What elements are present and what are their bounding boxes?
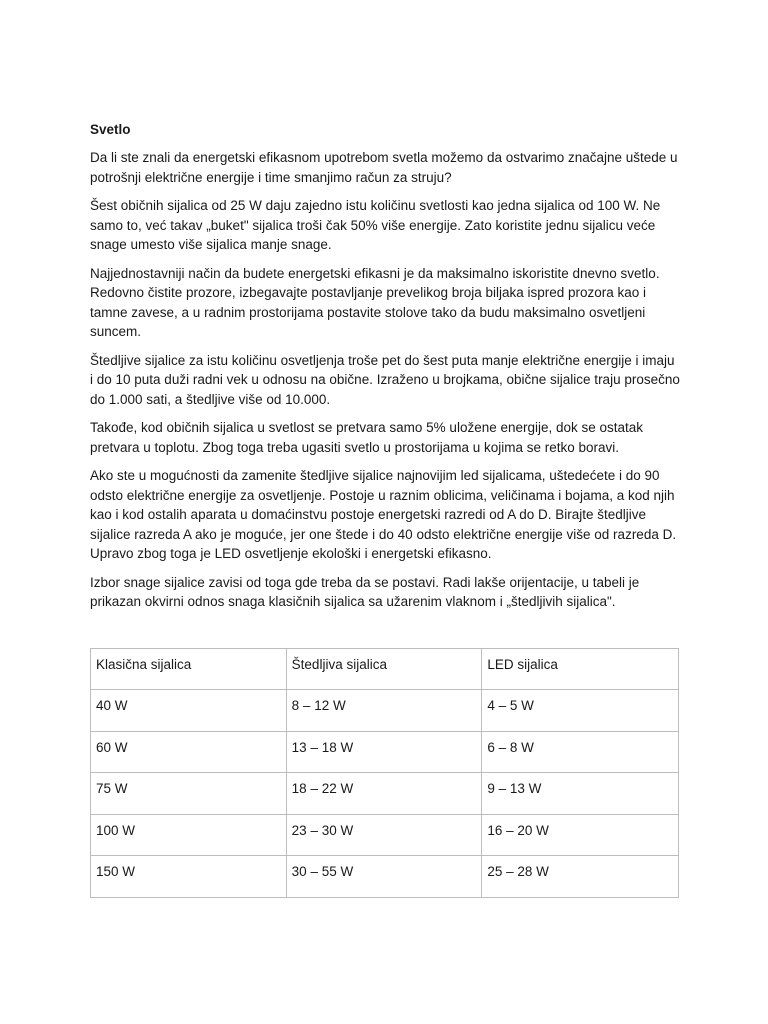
table-cell: 8 – 12 W [286,690,482,732]
comparison-table-wrapper [90,648,680,898]
document-title: Svetlo [90,122,131,137]
table-cell: 16 – 20 W [482,814,679,856]
table-cell: 100 W [91,814,287,856]
table-cell: 9 – 13 W [482,773,679,815]
table-cell: 75 W [91,773,287,815]
table-cell: 150 W [91,856,287,898]
paragraph: Štedljive sijalice za istu količinu osvetljenja troše pet do šest puta manje električne energije i imaju i do 10 puta duži radni vek u odnosu na obične. Izraženo u brojkama, obične sijalice traju prosečno do 1.000 sati, a štedljive više od 10.000. [90,352,680,407]
paragraph: Takođe, kod običnih sijalica u svetlost se pretvara samo 5% uložene energije, dok se ostatak pretvara u toplotu. Zbog toga treba ugasiti svetlo u prostorijama u kojima se retko boravi. [90,420,644,455]
document-page [90,120,680,898]
table-row [91,814,679,856]
table-cell: 25 – 28 W [482,856,679,898]
paragraph: Izbor snage sijalice zavisi od toga gde treba da se postavi. Radi lakše orijentacije, u tabeli je prikazan okvirni odnos snaga klasičnih sijalica sa užarenim vlaknom i „štedljivih sijalica". [90,574,640,609]
table-cell: 40 W [91,690,287,732]
paragraph: Najjednostavniji način da budete energetski efikasni je da maksimalno iskoristite dnevno svetlo. Redovno čistite prozore, izbegavajte postavljanje prevelikog broja biljaka ispred prozora kao i tamne zavese, a u radnim prostorijama postavite stolove tako da budu maksimalno osvetljeni suncem. [90,265,660,339]
table-cell: 30 – 55 W [286,856,482,898]
paragraph: Šest običnih sijalica od 25 W daju zajedno istu količinu svetlosti kao jedna sijalica od 100 W. Ne samo to, već takav „buket" sijalica troši čak 50% više energije. Zato koristite jednu sijalicu veće snage umesto više sijalica manje snage. [90,198,661,252]
table-cell: 60 W [91,731,287,773]
bulb-comparison-table [90,648,679,898]
table-cell: 4 – 5 W [482,690,679,732]
paragraph: Ako ste u mogućnosti da zamenite štedljive sijalice najnovijim led sijalicama, uštedećete i do 90 odsto električne energije za osvetljenje. Postoje u raznim oblicima, veličinama i bojama, a kod njih kao i kod ostalih aparata u domaćinstvu postoje energetski razredi od A do D. Birajte štedljive sijalice razreda A ako je moguće, jer one štede i do 40 odsto električne energije više od razreda D. Upravo zbog toga je LED osvetljenje ekološki i energetski efikasno. [90,468,677,561]
table-header-cell: Klasična sijalica [91,648,287,690]
paragraph: Da li ste znali da energetski efikasnom upotrebom svetla možemo da ostvarimo značajne uštede u potrošnji električne energije i time smanjimo račun za struju? [90,150,678,185]
table-row [91,690,679,732]
table-row [91,856,679,898]
table-cell: 18 – 22 W [286,773,482,815]
table-cell: 23 – 30 W [286,814,482,856]
table-cell: 13 – 18 W [286,731,482,773]
table-cell: 6 – 8 W [482,731,679,773]
table-header-row [91,648,679,690]
table-row [91,731,679,773]
table-header-cell: LED sijalica [482,648,679,690]
table-row [91,773,679,815]
table-header-cell: Štedljiva sijalica [286,648,482,690]
